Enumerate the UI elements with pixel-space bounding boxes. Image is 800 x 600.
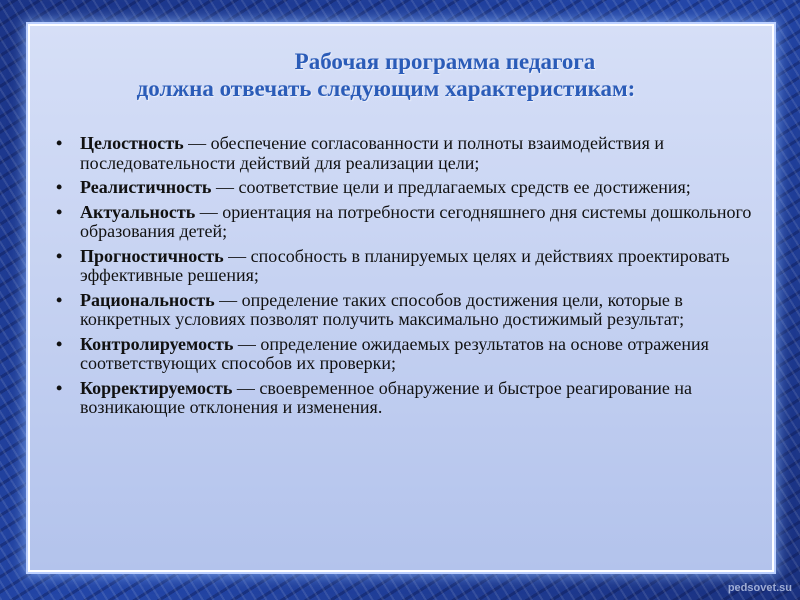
list-item-integrity [56, 134, 756, 173]
list-item-relevance [56, 203, 756, 242]
site-watermark: pedsovet.su [727, 582, 792, 594]
bullet-icon: • [56, 377, 63, 398]
slide-title-line-1: Рабочая программа педагога [294, 49, 596, 74]
bullet-icon: • [56, 245, 63, 266]
bullet-icon: • [56, 201, 63, 222]
item-text: — определение ожидаемых результатов на основе отражения соответствующих способов их проверки; [80, 333, 709, 373]
item-text: — обеспечение согласованности и полноты взаимодействия и последовательности действий для реализации цели; [80, 133, 664, 173]
slide-title-line-2: должна отвечать следующим характеристикам: [136, 76, 636, 101]
list-item-realism [56, 178, 756, 198]
list-item-controllability [56, 335, 756, 374]
item-text: — ориентация на потребности сегодняшнего дня системы дошкольного образования детей; [80, 201, 752, 241]
list-item-correctability [56, 379, 756, 418]
bullet-icon: • [56, 289, 63, 310]
item-term: Целостность [80, 133, 184, 153]
list-item-rationality [56, 291, 756, 330]
item-term: Контролируемость [80, 333, 234, 354]
item-term: Актуальность [80, 201, 196, 222]
item-term: Прогностичность [80, 245, 224, 266]
item-text: — способность в планируемых целях и действиях проектировать эффективные решения; [80, 245, 730, 285]
item-text: — своевременное обнаружение и быстрое реагирование на возникающие отклонения и изменения. [80, 377, 693, 417]
item-term: Рациональность [80, 289, 215, 310]
slide-panel [28, 24, 774, 572]
bullet-icon: • [56, 133, 63, 153]
bullet-icon: • [56, 333, 63, 354]
list-item-predictiveness [56, 247, 756, 286]
item-term: Реалистичность [80, 177, 212, 197]
item-text: — соответствие цели и предлагаемых средств ее достижения; [211, 177, 691, 197]
item-term: Корректируемость [80, 377, 233, 398]
item-text: — определение таких способов достижения цели, которые в конкретных условиях позволят получить максимально достижимый результат; [80, 289, 685, 329]
slide-title [30, 48, 772, 102]
bullet-icon: • [56, 177, 63, 197]
characteristics-list [56, 134, 756, 423]
